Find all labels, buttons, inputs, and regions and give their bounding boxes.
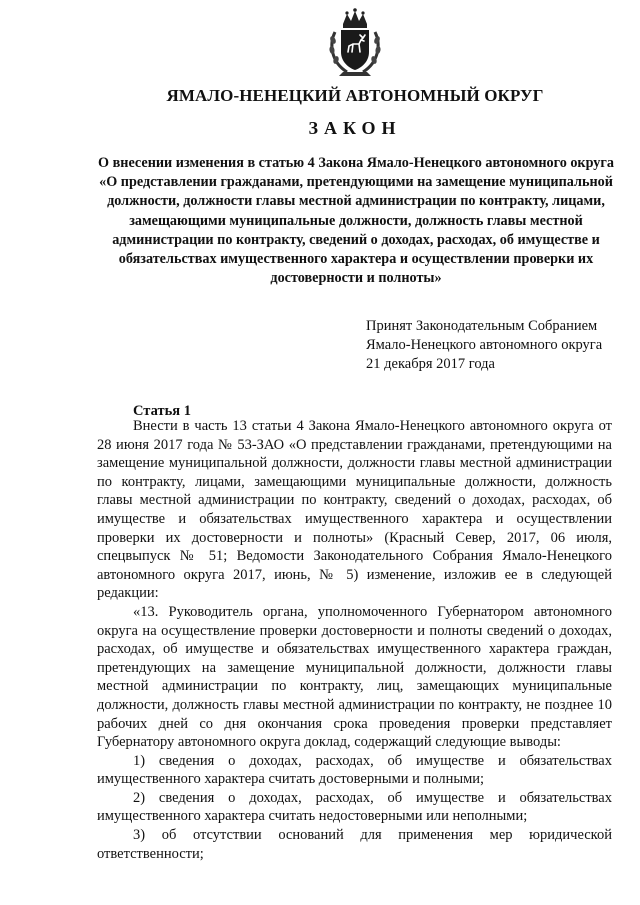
coat-of-arms-icon <box>327 8 383 78</box>
article-heading: Статья 1 <box>133 403 191 419</box>
article-paragraph: «13. Руководитель органа, уполномоченного Губернатором автономного округа на осуществление проверки достоверности и полноты сведений о доходах, расходах, об имуществе и обязательствах имущественного характера граждан, претендующих на замещение муниципальной должности, должности главы местной администрации по контракту, лиц, замещающих муниципальные должности, должность главы местной администрации по контракту, не позднее 10 рабочих дней со дня окончания срока проведения проверки представляет Губернатору автономного округа доклад, содержащий следующие выводы: <box>97 603 612 751</box>
article-paragraph: 3) об отсутствии оснований для применения мер юридической ответственности; <box>97 827 612 862</box>
article-paragraph: 1) сведения о доходах, расходах, об имуществе и обязательствах имущественного характера считать достоверными и полными; <box>97 752 612 788</box>
adoption-line-1: Принят Законодательным Собранием <box>366 318 598 334</box>
article-body <box>97 417 612 863</box>
adoption-date: 21 декабря 2017 года <box>366 356 495 372</box>
document-type: ЗАКОН <box>308 118 402 138</box>
article-paragraph: 2) сведения о доходах, расходах, об имуществе и обязательствах имущественного характера считать недостоверными или неполными; <box>97 789 612 825</box>
law-title: О внесении изменения в статью 4 Закона Ямало-Ненецкого автономного округа «О представлении гражданами, претендующими на замещение муниципальной должности, должности главы местной администрации по контракту, лицами, замещающими муниципальные должности, должность главы местной администрации по контракту, сведений о доходах, расходах, об имуществе и обязательствах имущественного характера и осуществлении проверки их достоверности и полноты» <box>98 155 614 287</box>
adoption-block <box>366 317 602 374</box>
article-paragraph: Внести в часть 13 статьи 4 Закона Ямало-Ненецкого автономного округа от 28 июня 2017 года № 53-ЗАО «О представлении гражданами, претендующими на замещение муниципальной должности, должности главы местной администрации по контракту, лицами, замещающими муниципальные должности, должность главы местной администрации по контракту, сведений о доходах, расходах, об имуществе и обязательствах имущественного характера и осуществлении проверки их достоверности и полноты» (Красный Север, 2017, 06 июля, спецвыпуск № 51; Ведомости Законодательного Собрания Ямало-Ненецкого автономного округа 2017, июнь, № 5) изменение, изложив ее в следующей редакции: <box>97 418 612 602</box>
region-name: ЯМАЛО-НЕНЕЦКИЙ АВТОНОМНЫЙ ОКРУГ <box>166 86 544 105</box>
adoption-line-2: Ямало-Ненецкого автономного округа <box>366 337 603 353</box>
